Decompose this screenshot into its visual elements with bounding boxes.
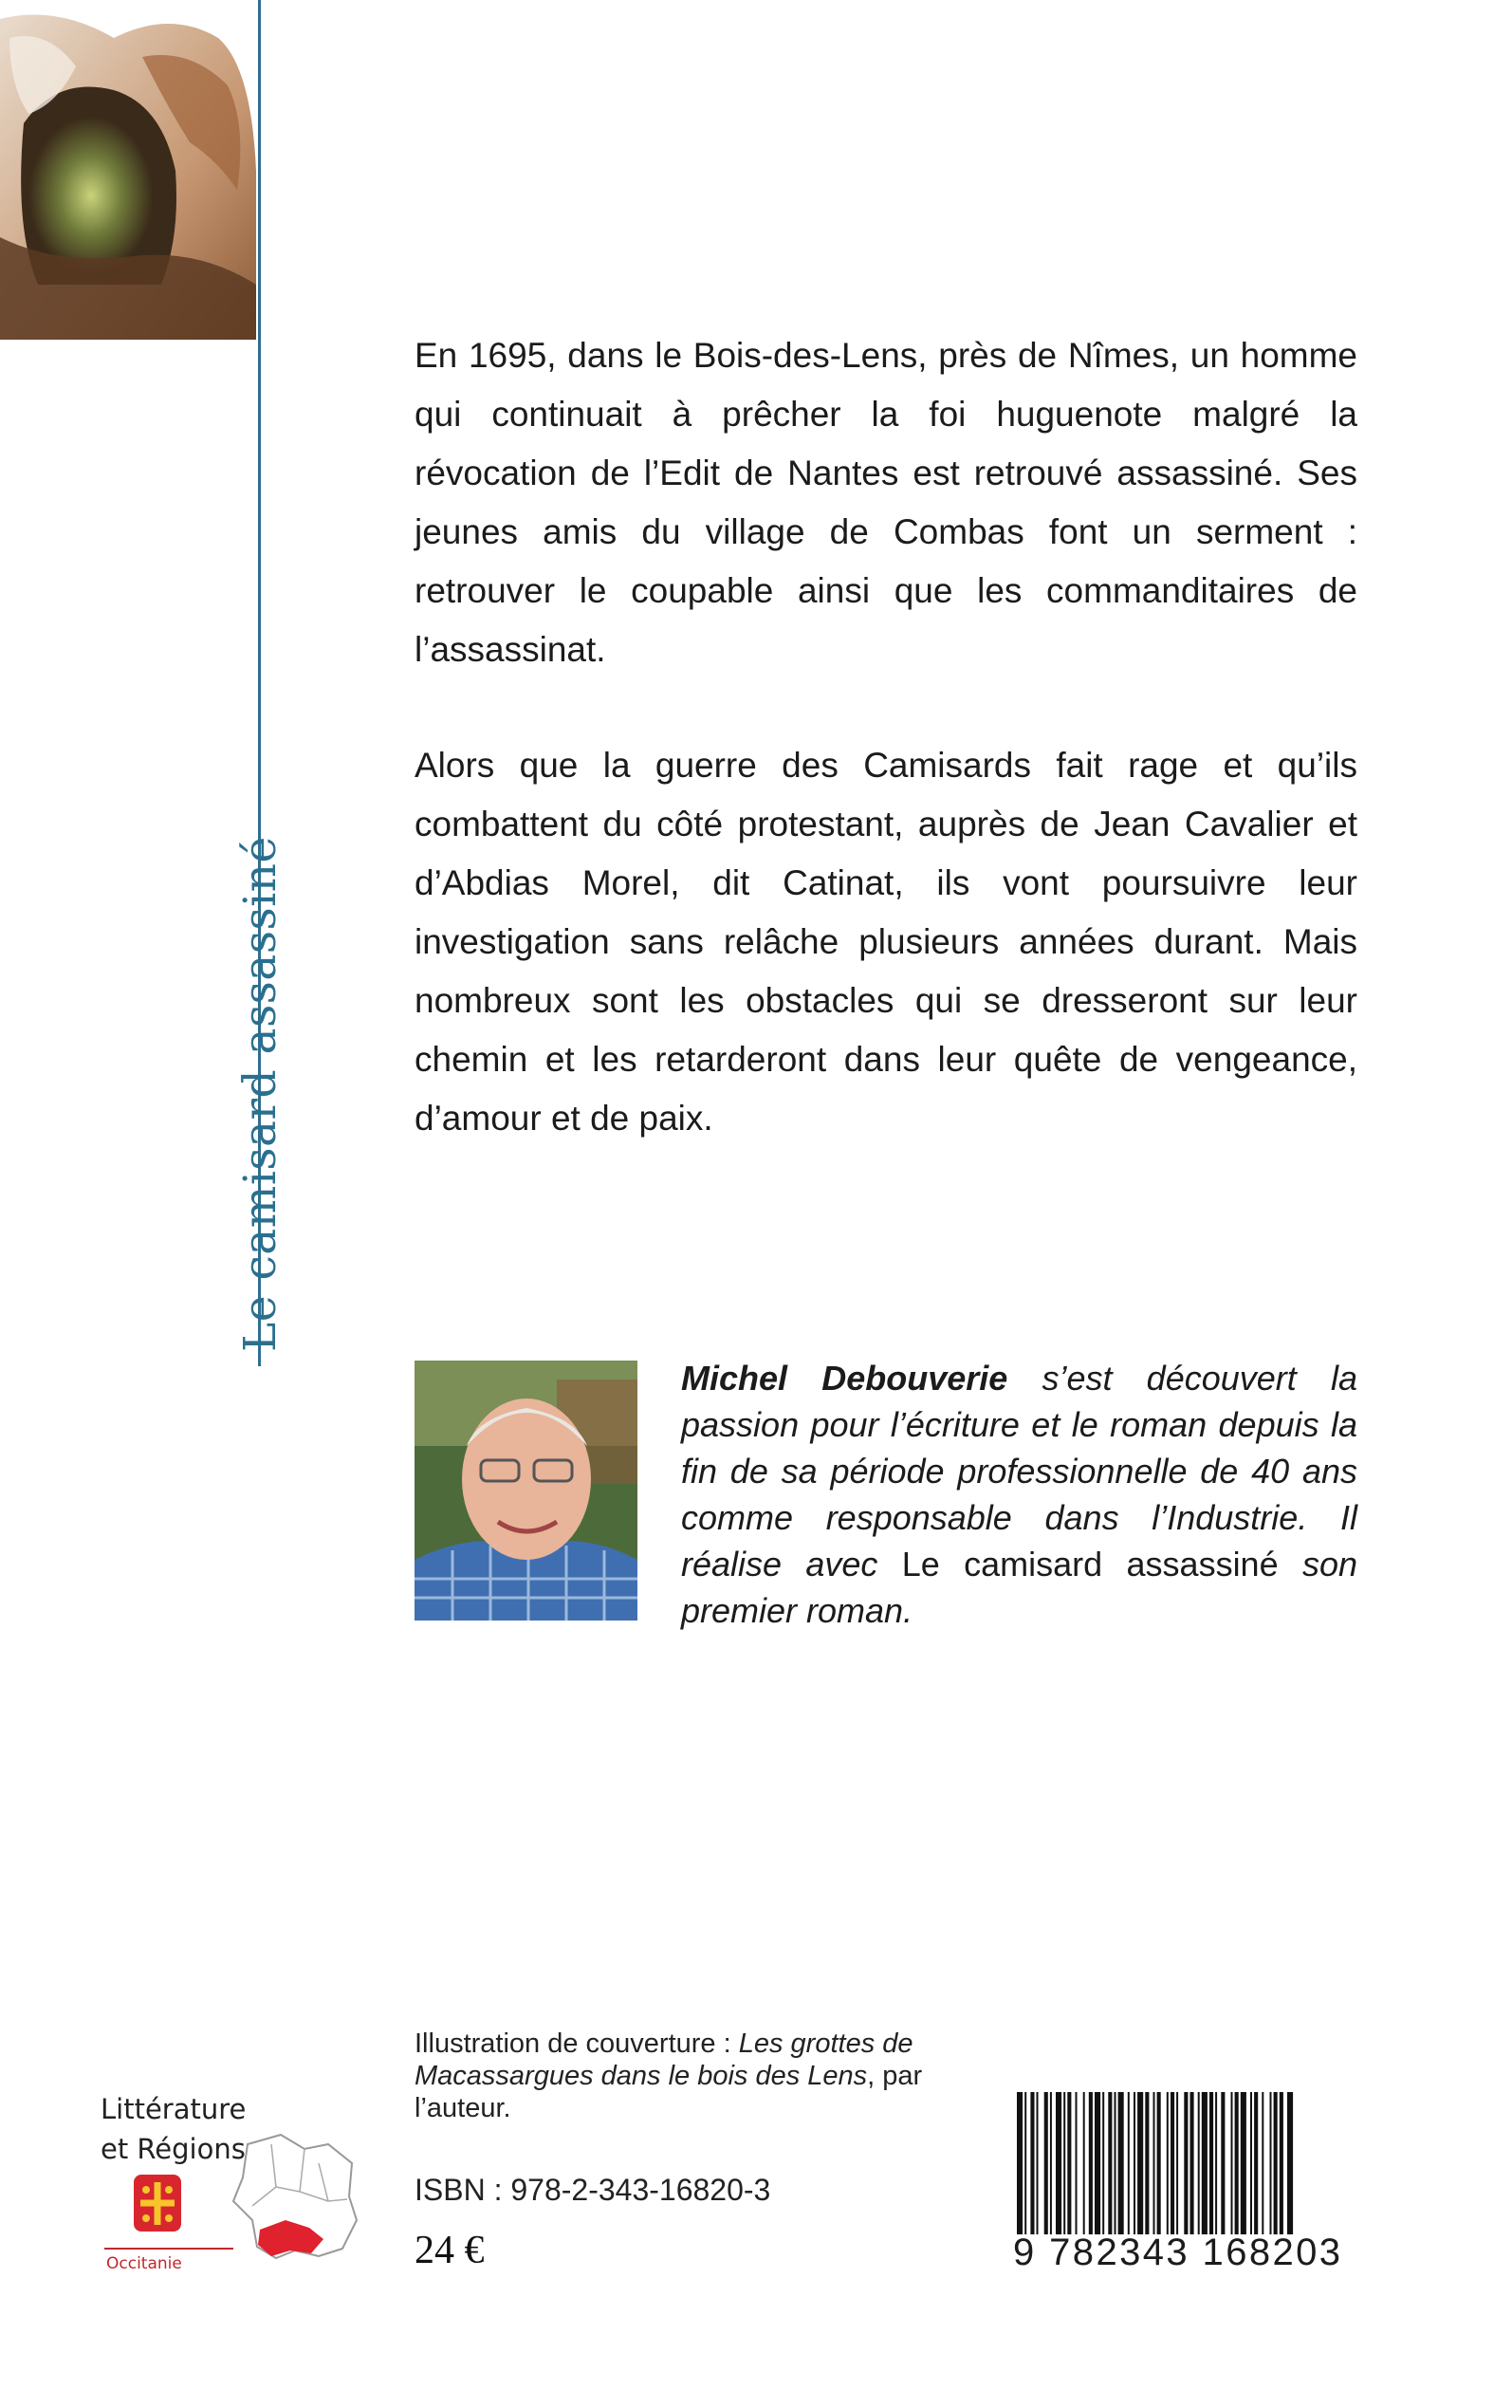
barcode-bar — [1262, 2092, 1263, 2234]
barcode-bar — [1209, 2092, 1213, 2234]
credit-title: Les grottes de Macassargues dans le bois des Lens — [415, 2028, 913, 2091]
barcode-bar — [1089, 2092, 1093, 2234]
barcode-bar — [1044, 2092, 1048, 2234]
author-book-title: Le camisard assassiné — [901, 1545, 1279, 1584]
spine-title: Le camisard assassiné — [234, 836, 286, 1352]
collection-region: Occitanie — [106, 2254, 182, 2273]
credit-suffix: , par l’auteur. — [415, 2061, 923, 2123]
isbn: ISBN : 978-2-343-16820-3 — [415, 2173, 771, 2207]
barcode-bar — [1198, 2092, 1200, 2234]
barcode-bar — [1102, 2092, 1104, 2234]
barcode-bar — [1202, 2092, 1208, 2234]
cover-illustration-credit — [415, 2028, 946, 2124]
barcode-bar — [1221, 2092, 1225, 2234]
barcode-bar — [1076, 2092, 1078, 2234]
barcode-bar — [1241, 2092, 1246, 2234]
barcode-bar — [1190, 2092, 1194, 2234]
credit-prefix: Illustration de couverture : — [415, 2028, 739, 2059]
barcode-bar — [1128, 2092, 1130, 2234]
blurb-paragraph-1 — [415, 326, 1357, 679]
barcode-bar — [1095, 2092, 1100, 2234]
barcode-bar — [1254, 2092, 1258, 2234]
france-map-icon — [233, 2135, 357, 2258]
barcode-digits: 9 782343 168203 — [1013, 2232, 1343, 2273]
collection-name-line-2: et Régions — [101, 2133, 246, 2165]
barcode-bar — [1083, 2092, 1085, 2234]
barcode-bar — [1184, 2092, 1188, 2234]
blurb-text-1: En 1695, dans le Bois-des-Lens, près de Nîmes, un homme qui continuait à prêcher la foi huguenote malgré la révocation de l’Edit de Nantes est retrouvé assassiné. Ses jeunes amis du village de Combas font un serment : retrouver le coupable ainsi que les commanditaires de l’assassinat. — [415, 336, 1357, 669]
author-bio — [681, 1355, 1357, 1634]
author-name: Michel Debouverie — [681, 1359, 1008, 1398]
collection-name-line-1: Littérature — [101, 2093, 247, 2125]
barcode-bar — [1037, 2092, 1039, 2234]
author-bio-text-1: s’est découvert la passion pour l’écriture et le roman depuis la fin de sa période professionnelle de 40 ans comme responsable dans l’Industrie. Il réalise avec — [681, 1359, 1357, 1584]
barcode-bar — [1145, 2092, 1149, 2234]
author-bio-text-2: son premier roman. — [681, 1545, 1357, 1630]
barcode-bar — [1134, 2092, 1135, 2234]
barcode-bar — [1063, 2092, 1065, 2234]
barcode-bar — [1030, 2092, 1034, 2234]
barcode-bar — [1176, 2092, 1178, 2234]
barcode-bar — [1215, 2092, 1217, 2234]
barcode-bar — [1235, 2092, 1239, 2234]
barcode-bar — [1171, 2092, 1174, 2234]
barcode-bar — [1250, 2092, 1252, 2234]
barcode-bar — [1118, 2092, 1124, 2234]
barcode-bar — [1274, 2092, 1278, 2234]
barcode-bar — [1153, 2092, 1155, 2234]
barcode-bar — [1108, 2092, 1112, 2234]
barcode-bar — [1287, 2092, 1293, 2234]
barcode-bar — [1050, 2092, 1052, 2234]
cover-photo — [0, 0, 258, 340]
barcode-bar — [1157, 2092, 1161, 2234]
barcode-bar — [1024, 2092, 1026, 2234]
author-photo — [415, 1361, 637, 1621]
barcode-bar — [1115, 2092, 1116, 2234]
barcode-bar — [1017, 2092, 1023, 2234]
occitan-cross-icon — [134, 2175, 181, 2232]
price: 24 € — [415, 2229, 485, 2272]
barcode-bar — [1067, 2092, 1071, 2234]
collection-logo — [91, 2087, 376, 2277]
blurb-text-2: Alors que la guerre des Camisards fait rage et qu’ils combattent du côté protestant, auprès de Jean Cavalier et d’Abdias Morel, dit Catinat, ils vont poursuivre leur investigation sans relâche plusieurs années durant. Mais nombreux sont les obstacles qui se dresseront sur leur chemin et les retarderont dans leur quête de vengeance, d’amour et de paix. — [415, 746, 1357, 1138]
barcode-bar — [1137, 2092, 1143, 2234]
barcode-bar — [1231, 2092, 1233, 2234]
blurb-paragraph-2 — [415, 736, 1357, 1148]
barcode-bar — [1280, 2092, 1283, 2234]
barcode-bar — [1056, 2092, 1061, 2234]
barcode-bar — [1167, 2092, 1169, 2234]
barcode-bar — [1270, 2092, 1272, 2234]
